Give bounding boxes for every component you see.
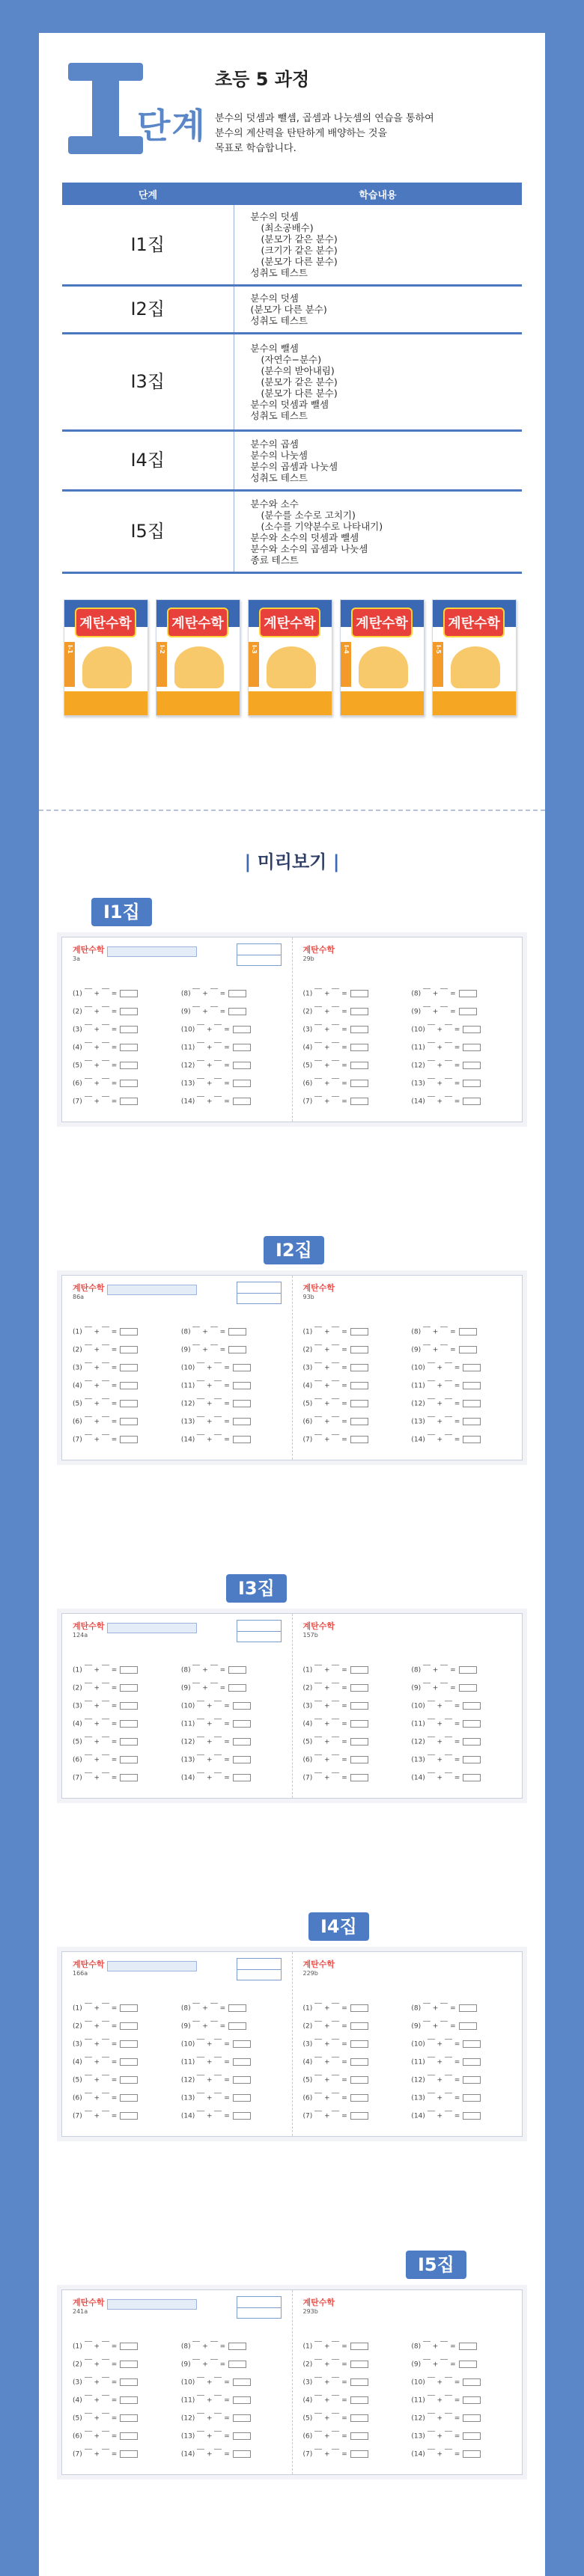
book-logo: 계탄수학	[351, 608, 413, 637]
content-line: (분모가 같은 분수)	[261, 233, 338, 245]
worksheet-logo: 계탄수학	[302, 1959, 335, 1969]
worksheet-left-page: 계탄수학 241a (1) + = (8) + = (2) + = (9) + = (3) + = (10) + = (4) + = (11) + = (5) + = (12) + = (6) + = (13) + = (7) + = (14) + =	[62, 2290, 292, 2474]
worksheet-left-page: 계탄수학 3a (1) + = (8) + = (2) + = (9) + = (3) + = (10) + = (4) + = (11) + = (5) + = (12) + = (6) + = (13) + = (7) + = (14) + =	[62, 937, 292, 1122]
level-badge: I3집	[226, 1574, 287, 1603]
content-line: (자연수−분수)	[261, 354, 322, 365]
worksheet-right-page: 계탄수학 229b (1) + = (8) + = (2) + = (9) + = (3) + = (10) + = (4) + = (11) + = (5) + = (12) + = (6) + = (13) + = (7) + = (14) + =	[292, 1952, 523, 2136]
content-line: 분수와 소수의 덧셈과 뺄셈	[250, 531, 359, 543]
content-line: (분모가 같은 분수)	[261, 376, 338, 388]
book-cover	[156, 599, 240, 716]
content-cell	[234, 431, 522, 491]
description-line: 분수의 덧셈과 뺄셈, 곱셈과 나눗셈의 연습을 통하여	[215, 113, 434, 124]
preview-title-text: 미리보기	[257, 851, 327, 872]
content-line: 성취도 테스트	[250, 267, 308, 278]
book-logo: 계탄수학	[259, 608, 320, 637]
content-line: 분수의 뺄셈	[250, 343, 299, 354]
content-cell	[234, 286, 522, 334]
table-row	[62, 431, 522, 491]
worksheet-page-code: 166a	[73, 1970, 88, 1977]
worksheet-logo: 계탄수학	[73, 945, 105, 955]
level-badge: I5집	[406, 2251, 466, 2279]
worksheet-page-code: 86a	[73, 1294, 85, 1300]
book-cover	[340, 599, 425, 716]
content-cell	[234, 491, 522, 573]
content-line: 분수의 덧셈과 뺄셈	[250, 399, 329, 410]
content-line: (소수를 기약분수로 나타내기)	[261, 520, 383, 532]
worksheet-page-code: 3a	[73, 955, 80, 962]
content-line: 분수의 덧셈	[250, 293, 299, 304]
worksheet-right-page: 계탄수학 29b (1) + = (8) + = (2) + = (9) + = (3) + = (10) + = (4) + = (11) + = (5) + = (12) + = (6) + = (13) + = (7) + = (14) + =	[292, 937, 523, 1122]
column-header-level: 단계	[62, 183, 234, 205]
level-badge: I1집	[91, 898, 152, 926]
worksheet-logo: 계탄수학	[302, 1621, 335, 1631]
level-cell: I2집	[62, 286, 234, 334]
worksheet-right-page: 계탄수학 157b (1) + = (8) + = (2) + = (9) + = (3) + = (10) + = (4) + = (11) + = (5) + = (12) + = (6) + = (13) + = (7) + = (14) + =	[292, 1614, 523, 1798]
worksheet-page-code: 29b	[302, 955, 314, 962]
preview-sample	[61, 898, 523, 1145]
worksheet-logo: 계탄수학	[73, 1283, 105, 1293]
level-badge: I2집	[264, 1236, 324, 1264]
book-covers	[62, 599, 522, 716]
content-line: (분수의 받아내림)	[261, 365, 335, 376]
content-line: 성취도 테스트	[250, 315, 308, 326]
worksheet-page-code: 124a	[73, 1632, 88, 1639]
content-line: 분수의 나눗셈	[250, 449, 308, 461]
worksheet-page-code: 229b	[302, 1970, 318, 1977]
worksheet-preview	[61, 1951, 523, 2137]
content-line: (분모가 다른 분수)	[250, 304, 327, 315]
worksheet-left-page: 계탄수학 124a (1) + = (8) + = (2) + = (9) + = (3) + = (10) + = (4) + = (11) + = (5) + = (12) + = (6) + = (13) + = (7) + = (14) + =	[62, 1614, 292, 1798]
content-line: (최소공배수)	[261, 222, 314, 233]
roman-numeral-logo	[68, 63, 143, 154]
table-row	[62, 491, 522, 573]
worksheet-logo: 계탄수학	[302, 1283, 335, 1293]
curriculum-table	[62, 183, 522, 574]
worksheet-page-code: 93b	[302, 1294, 314, 1300]
content-line: 분수의 덧셈	[250, 211, 299, 222]
level-cell: I3집	[62, 334, 234, 431]
mascot-illustration	[267, 646, 316, 688]
description-line: 분수의 계산력을 탄탄하게 배양하는 것을	[215, 128, 388, 139]
table-header-row	[62, 183, 522, 205]
content-cell	[234, 205, 522, 286]
preview-sample	[61, 1912, 523, 2159]
worksheet-left-page: 계탄수학 86a (1) + = (8) + = (2) + = (9) + = (3) + = (10) + = (4) + = (11) + = (5) + = (12) + = (6) + = (13) + = (7) + = (14) + =	[62, 1276, 292, 1460]
table-row	[62, 286, 522, 334]
content-cell	[234, 334, 522, 431]
content-line: (분수를 소수로 고치기)	[261, 509, 356, 521]
content-line: 성취도 테스트	[250, 410, 308, 421]
preview-title: | 미리보기 |	[244, 851, 340, 872]
book-code: I-3	[251, 645, 258, 654]
book-code: I-1	[67, 645, 73, 654]
book-cover	[248, 599, 332, 716]
level-header	[62, 63, 522, 183]
book-code: I-2	[159, 645, 165, 654]
content-line: 성취도 테스트	[250, 471, 308, 483]
book-cover	[432, 599, 517, 716]
content-line: 분수의 곱셈	[250, 438, 299, 450]
content-line: 종료 테스트	[250, 554, 299, 566]
content-line: (분모가 다른 분수)	[261, 388, 338, 399]
preview-panel	[39, 811, 545, 2576]
worksheet-preview	[61, 1613, 523, 1799]
level-badge: I4집	[308, 1912, 369, 1941]
content-line: 분수와 소수	[250, 498, 299, 510]
content-line: (분모가 다른 분수)	[261, 256, 338, 267]
preview-sample	[61, 1574, 523, 1821]
book-cover	[64, 599, 148, 716]
page-title: 초등 5 과정	[215, 69, 310, 90]
worksheet-preview	[61, 2289, 523, 2475]
worksheet-preview	[61, 937, 523, 1122]
worksheet-right-page: 계탄수학 93b (1) + = (8) + = (2) + = (9) + = (3) + = (10) + = (4) + = (11) + = (5) + = (12) + = (6) + = (13) + = (7) + = (14) + =	[292, 1276, 523, 1460]
book-logo: 계탄수학	[167, 608, 228, 637]
worksheet-logo: 계탄수학	[73, 2298, 105, 2307]
mascot-illustration	[174, 646, 224, 688]
level-cell: I4집	[62, 431, 234, 491]
mascot-illustration	[451, 646, 500, 688]
content-line: 분수와 소수의 곱셈과 나눗셈	[250, 542, 368, 554]
preview-sample	[61, 1236, 523, 1483]
worksheet-page-code: 293b	[302, 2308, 318, 2315]
mascot-illustration	[82, 646, 132, 688]
curriculum-panel	[39, 33, 545, 811]
book-logo: 계탄수학	[443, 608, 505, 637]
header-description	[215, 111, 514, 156]
table-row	[62, 334, 522, 431]
book-code: I-5	[435, 645, 442, 654]
worksheet-left-page: 계탄수학 166a (1) + = (8) + = (2) + = (9) + = (3) + = (10) + = (4) + = (11) + = (5) + = (12) + = (6) + = (13) + = (7) + = (14) + =	[62, 1952, 292, 2136]
content-line: 분수의 곱셈과 나눗셈	[250, 460, 338, 472]
column-header-content: 학습내용	[234, 183, 522, 205]
worksheet-logo: 계탄수학	[73, 1959, 105, 1969]
header-text	[215, 64, 514, 156]
worksheet-logo: 계탄수학	[302, 945, 335, 955]
worksheet-logo: 계탄수학	[73, 1621, 105, 1631]
description-line: 목표로 학습합니다.	[215, 143, 296, 154]
worksheet-logo: 계탄수학	[302, 2298, 335, 2307]
book-code: I-4	[343, 645, 350, 654]
worksheet-page-code: 157b	[302, 1632, 318, 1639]
worksheet-page-code: 241a	[73, 2308, 88, 2315]
table-row	[62, 205, 522, 286]
worksheet-preview	[61, 1275, 523, 1460]
book-logo: 계탄수학	[75, 608, 136, 637]
worksheet-right-page: 계탄수학 293b (1) + = (8) + = (2) + = (9) + = (3) + = (10) + = (4) + = (11) + = (5) + = (12) + = (6) + = (13) + = (7) + = (14) + =	[292, 2290, 523, 2474]
level-cell: I1집	[62, 205, 234, 286]
preview-sample	[61, 2251, 523, 2497]
mascot-illustration	[359, 646, 408, 688]
step-word: 단계	[137, 105, 207, 146]
content-line: (크기가 같은 분수)	[261, 245, 338, 256]
level-cell: I5집	[62, 491, 234, 573]
